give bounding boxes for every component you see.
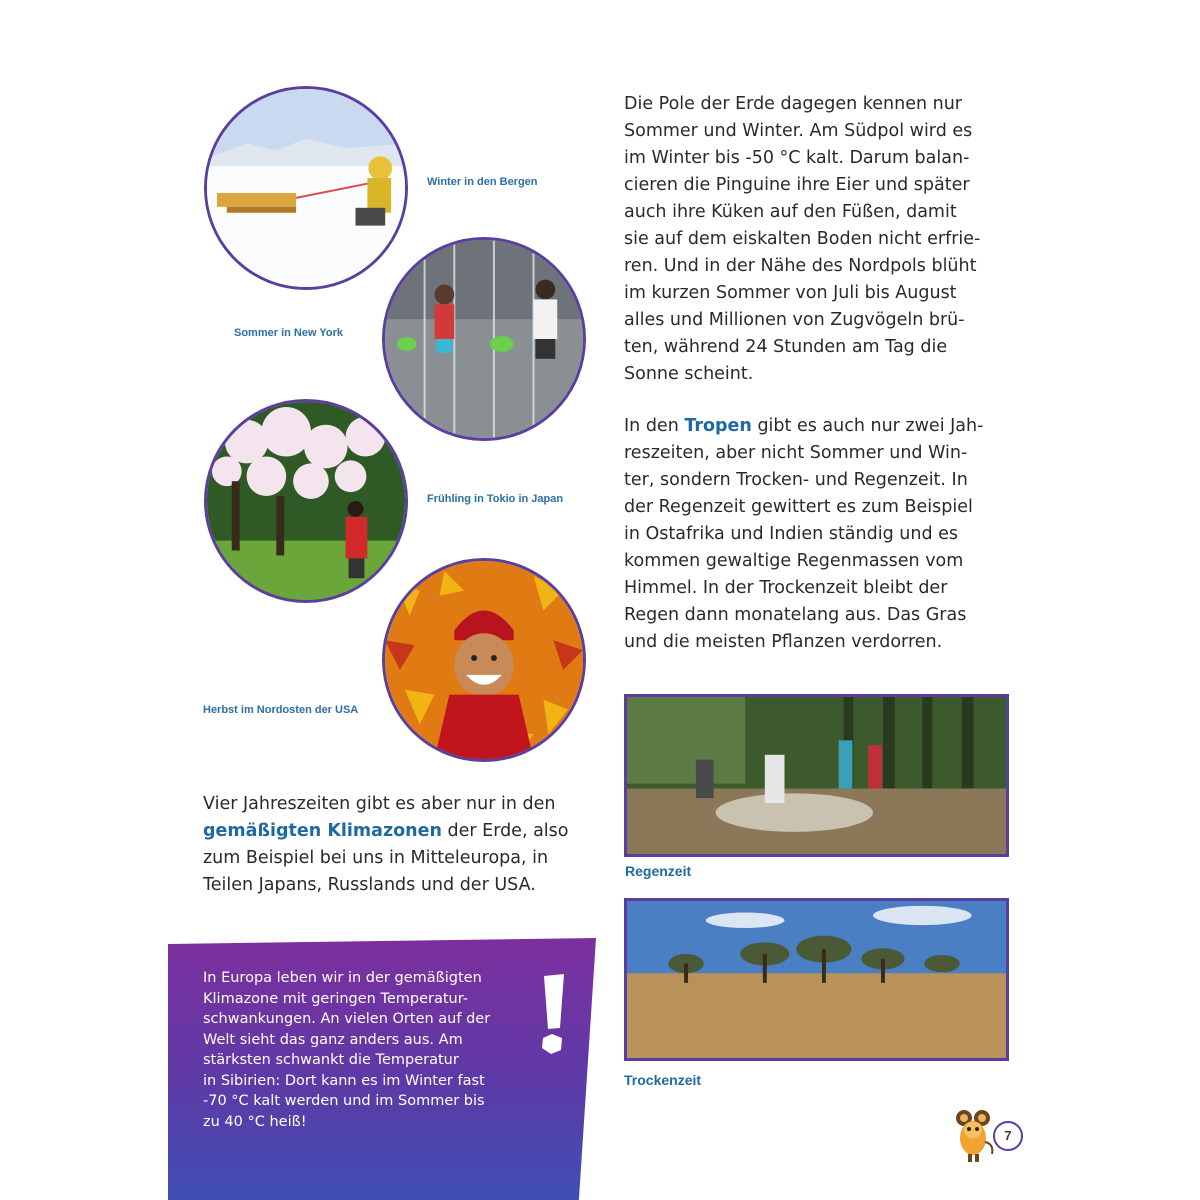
winter-caption: Winter in den Bergen [427, 176, 538, 188]
autumn-caption: Herbst im Nordosten der USA [203, 704, 359, 716]
text-segment: In den [624, 416, 685, 436]
page-number: 7 [993, 1121, 1023, 1151]
rainy-season-caption: Regenzeit [625, 863, 692, 879]
text-line: kommen gewaltige Regenmassen vom [624, 551, 964, 571]
text-line: sie auf dem eiskalten Boden nicht erfrie- [624, 229, 981, 249]
text-line: Klimazone mit geringen Temperatur- [203, 990, 469, 1007]
text-line: Vier Jahreszeiten gibt es aber nur in den [203, 794, 556, 814]
text-line: und die meisten Pflanzen verdorren. [624, 632, 943, 652]
text-line: In Europa leben wir in der gemäßigten [203, 970, 482, 986]
text-line: ten, während 24 Stunden am Tag die [624, 337, 948, 357]
spring-photo [204, 399, 408, 603]
text-line: auch ihre Küken auf den Füßen, damit [624, 202, 957, 222]
rainy-season-photo [624, 694, 1009, 857]
temperate-highlight: gemäßigten Klimazonen [203, 821, 442, 841]
text-line: alles und Millionen von Zugvögeln brü- [624, 310, 965, 330]
text-line: cieren die Pinguine ihre Eier und später [624, 175, 970, 195]
text-line [624, 413, 983, 440]
text-line: reszeiten, aber nicht Sommer und Win- [624, 443, 968, 463]
winter-photo [204, 86, 408, 290]
tropics-paragraph [624, 413, 983, 656]
text-line: Teilen Japans, Russlands und der USA. [203, 875, 536, 895]
text-line: im kurzen Sommer von Juli bis August [624, 283, 957, 303]
info-box-text [203, 968, 490, 1132]
text-line: ter, sondern Trocken- und Regenzeit. In [624, 470, 968, 490]
text-line: zu 40 °C heiß! [203, 1113, 307, 1130]
dry-season-photo [624, 898, 1009, 1061]
text-line: Regen dann monatelang aus. Das Gras [624, 605, 967, 625]
text-segment: gibt es auch nur zwei Jah- [751, 416, 984, 436]
text-line: Sonne scheint. [624, 364, 754, 384]
text-line [203, 818, 569, 845]
text-line: der Regenzeit gewittert es zum Beispiel [624, 497, 973, 517]
text-line: Himmel. In der Trockenzeit bleibt der [624, 578, 948, 598]
text-segment: der Erde, also [441, 821, 569, 841]
text-line: stärksten schwankt die Temperatur [203, 1052, 459, 1068]
text-line: in Ostafrika und Indien ständig und es [624, 524, 958, 544]
summer-caption: Sommer in New York [234, 327, 344, 339]
spring-caption: Frühling in Tokio in Japan [427, 493, 564, 505]
summer-photo [382, 237, 586, 441]
tropics-highlight: Tropen [684, 416, 752, 436]
text-line: im Winter bis -50 °C kalt. Darum balan- [624, 148, 970, 168]
poles-paragraph [624, 91, 980, 388]
mouse-mascot-icon [952, 1108, 996, 1164]
dry-season-caption: Trockenzeit [624, 1072, 702, 1088]
text-line: -70 °C kalt werden und im Sommer bis [203, 1093, 485, 1109]
exclamation-icon [534, 972, 570, 1056]
text-line: in Sibirien: Dort kann es im Winter fast [203, 1072, 485, 1089]
text-line: ren. Und in der Nähe des Nordpols blüht [624, 256, 977, 276]
text-line: Welt sieht das ganz anders aus. Am [203, 1031, 463, 1048]
text-line: zum Beispiel bei uns in Mitteleuropa, in [203, 848, 549, 868]
text-line: schwankungen. An vielen Orten auf der [203, 1011, 491, 1027]
temperate-paragraph [203, 791, 569, 899]
text-line: Sommer und Winter. Am Südpol wird es [624, 121, 973, 141]
autumn-photo [382, 558, 586, 762]
text-line: Die Pole der Erde dagegen kennen nur [624, 94, 963, 114]
